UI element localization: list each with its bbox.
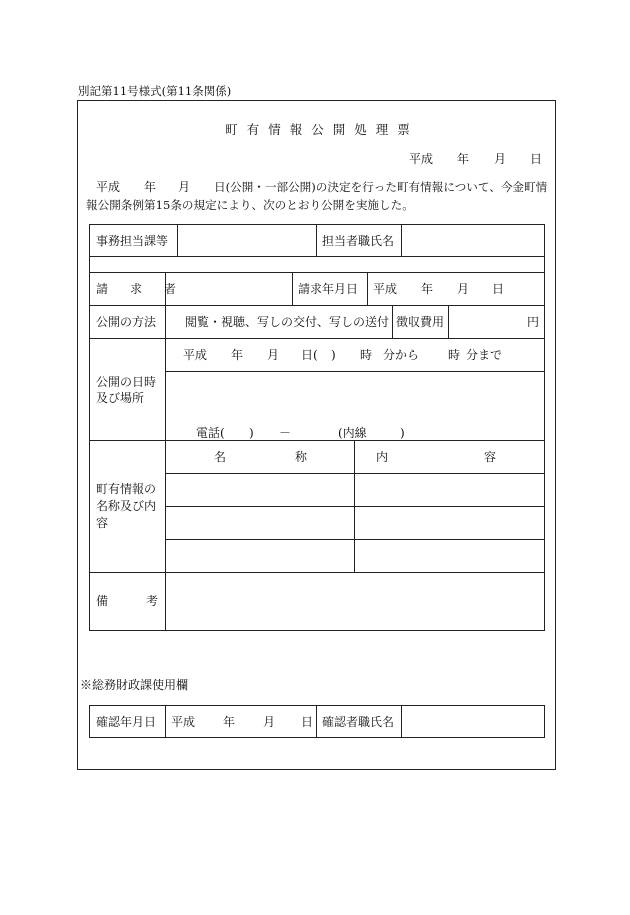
divider <box>316 705 317 738</box>
officer-field[interactable] <box>402 225 544 255</box>
divider <box>165 705 166 738</box>
divider <box>89 272 545 273</box>
schedule-label-line1: 公開の日時 <box>96 375 157 389</box>
divider <box>292 272 293 305</box>
info-label-line3: 容 <box>96 516 109 530</box>
confirm-date-label: 確認年月日 <box>96 715 157 729</box>
officer-label: 担当者職氏名 <box>322 234 395 248</box>
intro-line-1: 平成 年 月 日(公開・一部公開)の決定を行った町有情報について、今金町情 <box>96 180 548 194</box>
requester-field[interactable] <box>166 273 291 304</box>
dept-label: 事務担当課等 <box>96 234 169 248</box>
office-use-note: ※総務財政課使用欄 <box>80 678 189 692</box>
form-number-label: 別記第11号様式(第11条関係) <box>78 84 232 98</box>
fee-unit: 円 <box>527 315 540 329</box>
info-label-line2: 名称及び内 <box>96 499 157 513</box>
divider <box>89 256 545 257</box>
intro-paragraph <box>86 180 546 214</box>
place-field[interactable] <box>166 372 544 422</box>
confirm-officer-label: 確認者職氏名 <box>322 715 395 729</box>
method-options[interactable]: 閲覧・視聴、写しの交付、写しの送付 <box>185 315 390 329</box>
info-row-1[interactable] <box>166 474 544 505</box>
dept-field[interactable] <box>178 225 315 255</box>
remarks-field[interactable] <box>166 573 544 630</box>
divider <box>367 272 368 305</box>
schedule-label-line2: 及び場所 <box>96 391 145 405</box>
intro-line-2: 報公開条例第15条の規定により、次のとおり公開を実施した。 <box>86 198 414 212</box>
divider <box>89 338 545 339</box>
header-date-year: 年 <box>457 152 470 166</box>
info-label-line1: 町有情報の <box>96 482 157 496</box>
info-row-2[interactable] <box>166 507 544 538</box>
confirm-officer-field[interactable] <box>402 706 544 737</box>
header-date-month: 月 <box>494 152 507 166</box>
divider <box>392 305 393 338</box>
header-date-era: 平成 <box>409 152 434 166</box>
fee-label: 徴収費用 <box>396 315 445 329</box>
form-title: 町有情報公開処理票 <box>225 122 419 137</box>
divider <box>316 224 317 256</box>
method-label: 公開の方法 <box>96 315 157 329</box>
requester-label: 請 求 者 <box>96 282 182 296</box>
request-date-label: 請求年月日 <box>298 282 359 296</box>
info-row-3[interactable] <box>166 540 544 571</box>
header-date-day: 日 <box>530 152 543 166</box>
divider <box>89 440 545 441</box>
